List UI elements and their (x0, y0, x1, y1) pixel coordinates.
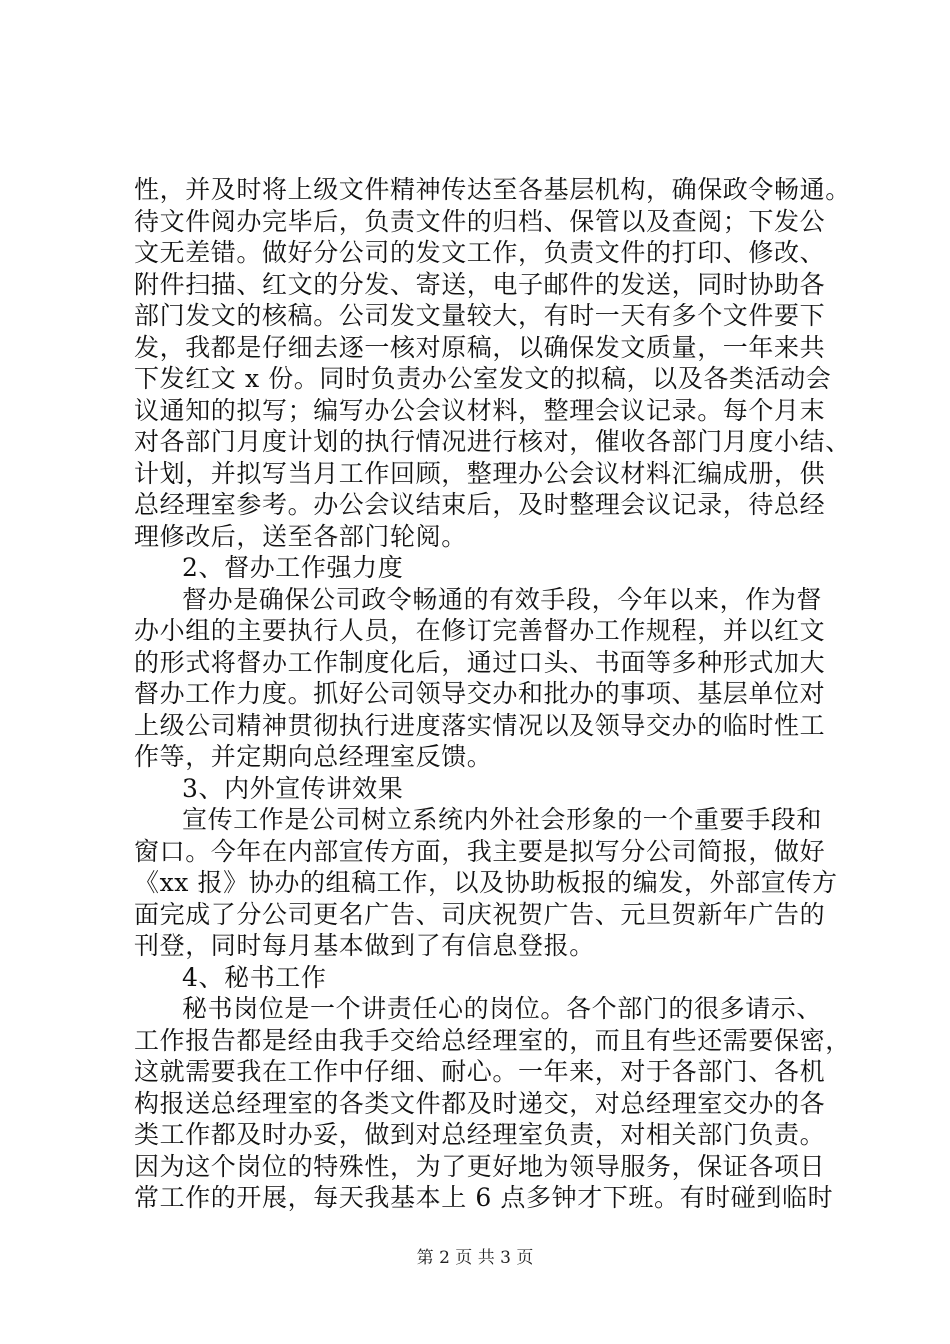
paragraph-line: 类工作都及时办妥，做到对总经理室负责，对相关部门负责。 (134, 1120, 826, 1149)
paragraph-line: 因为这个岗位的特殊性，为了更好地为领导服务，保证各项日 (134, 1151, 826, 1181)
paragraph-line: 《xx 报》协办的组稿工作，以及协助板报的编发，外部宣传方 (134, 868, 838, 897)
section-heading: 4、秘书工作 (182, 962, 327, 992)
paragraph-line: 的形式将督办工作制度化后，通过口头、书面等多种形式加大 (134, 647, 826, 677)
paragraph-line: 督办是确保公司政令畅通的有效手段，今年以来，作为督 (182, 584, 823, 614)
paragraph-line: 作等，并定期向总经理室反馈。 (134, 742, 493, 771)
paragraph-line: 待文件阅办完毕后，负责文件的归档、保管以及查阅；下发公 (134, 206, 826, 236)
paragraph-line: 这就需要我在工作中仔细、耐心。一年来，对于各部门、各机 (134, 1057, 826, 1086)
paragraph-line: 文无差错。做好分公司的发文工作，负责文件的打印、修改、 (134, 238, 826, 267)
paragraph-line: 督办工作力度。抓好公司领导交办和批办的事项、基层单位对 (134, 679, 826, 708)
paragraph-line: 总经理室参考。办公会议结束后，及时整理会议记录，待总经 (134, 490, 826, 519)
paragraph-line: 办小组的主要执行人员，在修订完善督办工作规程，并以红文 (134, 616, 826, 645)
page-footer: 第 2 页 共 3 页 (416, 1248, 534, 1268)
paragraph-line: 发，我都是仔细去逐一核对原稿，以确保发文质量，一年来共 (134, 332, 826, 362)
paragraph-line: 常工作的开展，每天我基本上 6 点多钟才下班。有时碰到临时 (134, 1183, 834, 1212)
paragraph-line: 刊登，同时每月基本做到了有信息登报。 (134, 931, 595, 960)
section-heading: 2、督办工作强力度 (182, 553, 404, 582)
paragraph-line: 窗口。今年在内部宣传方面，我主要是拟写分公司简报，做好 (134, 836, 826, 866)
paragraph-line: 下发红文 x 份。同时负责办公室发文的拟稿，以及各类活动会 (134, 364, 832, 393)
paragraph-line: 对各部门月度计划的执行情况进行核对，催收各部门月度小结、 (134, 427, 851, 456)
document-body (134, 174, 851, 1214)
paragraph-line: 部门发文的核稿。公司发文量较大，有时一天有多个文件要下 (134, 301, 826, 330)
paragraph-line: 工作报告都是经由我手交给总经理室的，而且有些还需要保密， (134, 1025, 851, 1055)
paragraph-line: 上级公司精神贯彻执行进度落实情况以及领导交办的临时性工 (134, 710, 826, 740)
paragraph-line: 性，并及时将上级文件精神传达至各基层机构，确保政令畅通。 (134, 175, 851, 204)
paragraph-line: 面完成了分公司更名广告、司庆祝贺广告、元旦贺新年广告的 (134, 899, 826, 929)
paragraph-line: 秘书岗位是一个讲责任心的岗位。各个部门的很多请示、 (182, 994, 823, 1023)
paragraph-line: 议通知的拟写；编写办公会议材料，整理会议记录。每个月末 (134, 395, 826, 425)
paragraph-line: 计划，并拟写当月工作回顾，整理办公会议材料汇编成册，供 (134, 458, 826, 488)
paragraph-line: 附件扫描、红文的分发、寄送，电子邮件的发送，同时协助各 (134, 269, 826, 299)
section-heading: 3、内外宣传讲效果 (182, 773, 404, 803)
paragraph-line: 理修改后，送至各部门轮阅。 (134, 521, 467, 551)
paragraph-line: 宣传工作是公司树立系统内外社会形象的一个重要手段和 (182, 805, 823, 834)
paragraph-line: 构报送总经理室的各类文件都及时递交，对总经理室交办的各 (134, 1088, 826, 1118)
